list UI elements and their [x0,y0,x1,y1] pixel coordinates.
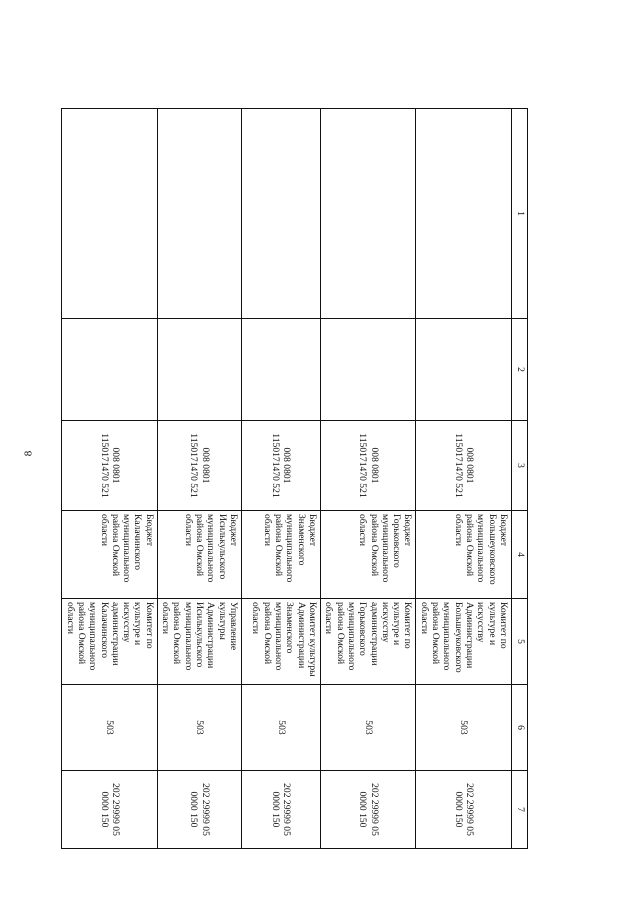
table-row [321,109,417,849]
cell-col-2 [62,319,158,421]
header-col-5: 5 [512,599,528,685]
cell-income-code: 202 29999 05 0000 150 [242,771,321,849]
cell-code: 008 0801 1150171470 521 [321,421,417,511]
cell-administrator: Комитет по культуре и искусству Администрации Большеуковского муниципального района Омской области [416,599,512,685]
cell-budget: Бюджет Исилькульского муниципального района Омской области [157,511,241,599]
cell-budget: Бюджет Горьковского муниципального района Омской области [321,511,417,599]
cell-col-1 [321,109,417,319]
cell-administrator: Комитет культуры Администрации Знаменского муниципального района Омской области [242,599,321,685]
page-number: 8 [22,450,35,457]
cell-col-1 [416,109,512,319]
header-col-1: 1 [512,109,528,319]
cell-income-code: 202 29999 05 0000 150 [321,771,417,849]
table-row [242,109,321,849]
table-row [157,109,241,849]
budget-table [61,108,528,849]
cell-budget: Бюджет Знаменского муниципального района Омской области [242,511,321,599]
cell-col-1 [242,109,321,319]
cell-col-2 [242,319,321,421]
cell-col-2 [157,319,241,421]
header-col-2: 2 [512,319,528,421]
cell-admin-code: 503 [416,685,512,771]
cell-code: 008 0801 1150171470 521 [416,421,512,511]
cell-admin-code: 503 [62,685,158,771]
header-row [512,109,528,849]
cell-admin-code: 503 [321,685,417,771]
rotated-table-container [64,108,528,848]
cell-code: 008 0801 1150171470 521 [157,421,241,511]
cell-col-1 [62,109,158,319]
cell-administrator: Управление культуры Администрации Исилькульского муниципального района Омской области [157,599,241,685]
cell-administrator: Комитет по культуре и искусству администрации Горьковского муниципального района Омской области [321,599,417,685]
cell-admin-code: 503 [242,685,321,771]
cell-income-code: 202 29999 05 0000 150 [62,771,158,849]
cell-admin-code: 503 [157,685,241,771]
cell-budget: Бюджет Большеуковского муниципального района Омской области [416,511,512,599]
cell-col-1 [157,109,241,319]
cell-code: 008 0801 1150171470 521 [242,421,321,511]
table-row [62,109,158,849]
table-row [416,109,512,849]
header-col-3: 3 [512,421,528,511]
cell-col-2 [416,319,512,421]
cell-income-code: 202 29999 05 0000 150 [157,771,241,849]
header-col-7: 7 [512,771,528,849]
cell-budget: Бюджет Калачинского муниципального района Омской области [62,511,158,599]
cell-income-code: 202 29999 05 0000 150 [416,771,512,849]
cell-col-2 [321,319,417,421]
header-col-6: 6 [512,685,528,771]
cell-administrator: Комитет по культуре и искусству администрации Калачинского муниципального района Омской области [62,599,158,685]
header-col-4: 4 [512,511,528,599]
cell-code: 008 0801 1150171470 521 [62,421,158,511]
